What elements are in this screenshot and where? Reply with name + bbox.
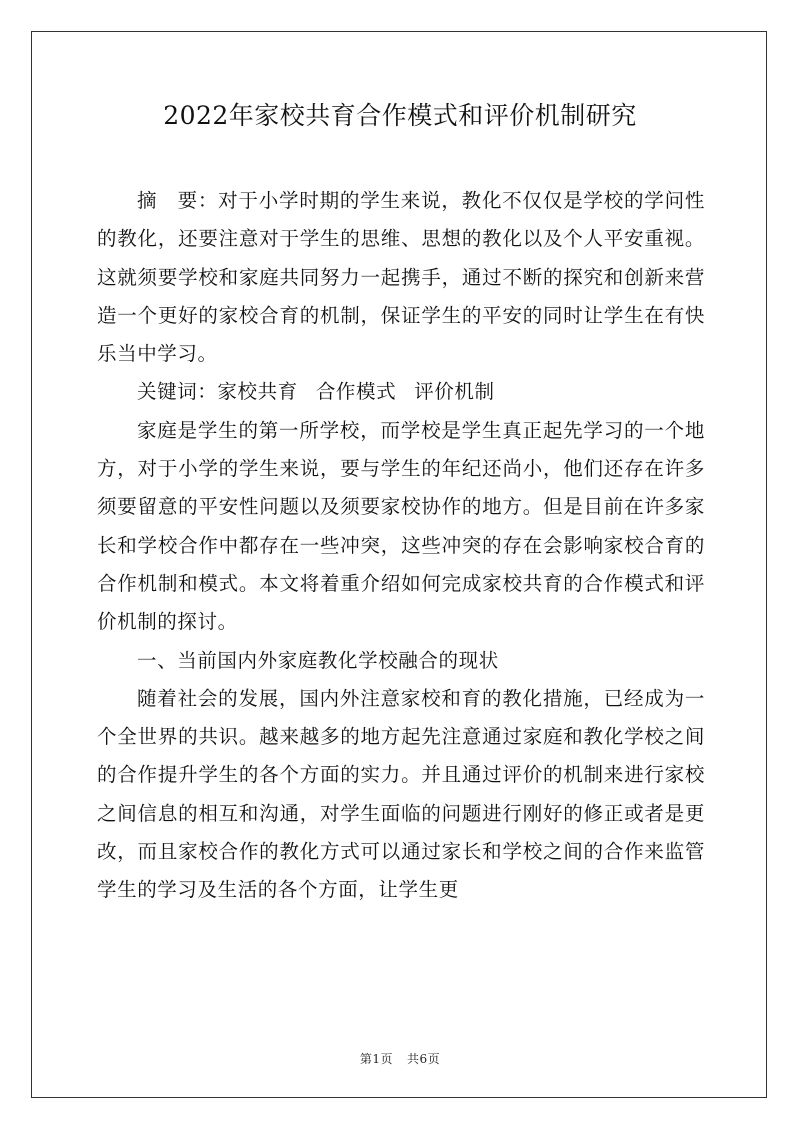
section-heading: 一、当前国内外家庭教化学校融合的现状	[137, 648, 499, 672]
document-title: 2022年家校共育合作模式和评价机制研究	[163, 101, 637, 130]
keywords-paragraph	[97, 373, 705, 411]
page-number-total: 共6页	[407, 1052, 441, 1066]
keywords-label: 关键词：	[137, 380, 218, 404]
keyword-item: 评价机制	[414, 380, 495, 404]
abstract-paragraph	[97, 182, 705, 373]
page-footer	[0, 1050, 800, 1067]
keyword-item: 合作模式	[315, 380, 397, 404]
keyword-item: 家校共育	[217, 380, 298, 404]
section-paragraph: 随着社会的发展，国内外注意家校和育的教化措施，已经成为一个全世界的共识。越来越多的地方起先注意通过家庭和教化学校之间的合作提升学生的各个方面的实力。并且通过评价的机制来进行家校之间信息的相互和沟通，对学生面临的问题进行刚好的修正或者是更改，而且家校合作的教化方式可以通过家长和学校之间的合作来监管学生的学习及生活的各个方面，让学生更	[97, 686, 705, 902]
abstract-label: 摘 要：	[137, 189, 219, 212]
intro-paragraph: 家庭是学生的第一所学校，而学校是学生真正起先学习的一个地方，对于小学的学生来说，要与学生的年纪还尚小，他们还存在许多须要留意的平安性问题以及须要家校协作的地方。但是目前在许多家长和学校合作中都存在一些冲突，这些冲突的存在会影响家校合育的合作机制和模式。本文将着重介绍如何完成家校共育的合作模式和评价机制的探讨。	[97, 418, 705, 634]
document-body	[97, 182, 705, 910]
abstract-text: 对于小学时期的学生来说，教化不仅仅是学校的学问性的教化，还要注意对于学生的思维、思想的教化以及个人平安重视。这就须要学校和家庭共同努力一起携手，通过不断的探究和创新来营造一个更好的家校合育的机制，保证学生的平安的同时让学生在有快乐当中学习。	[97, 189, 705, 366]
page-number-current: 第1页	[359, 1052, 393, 1066]
